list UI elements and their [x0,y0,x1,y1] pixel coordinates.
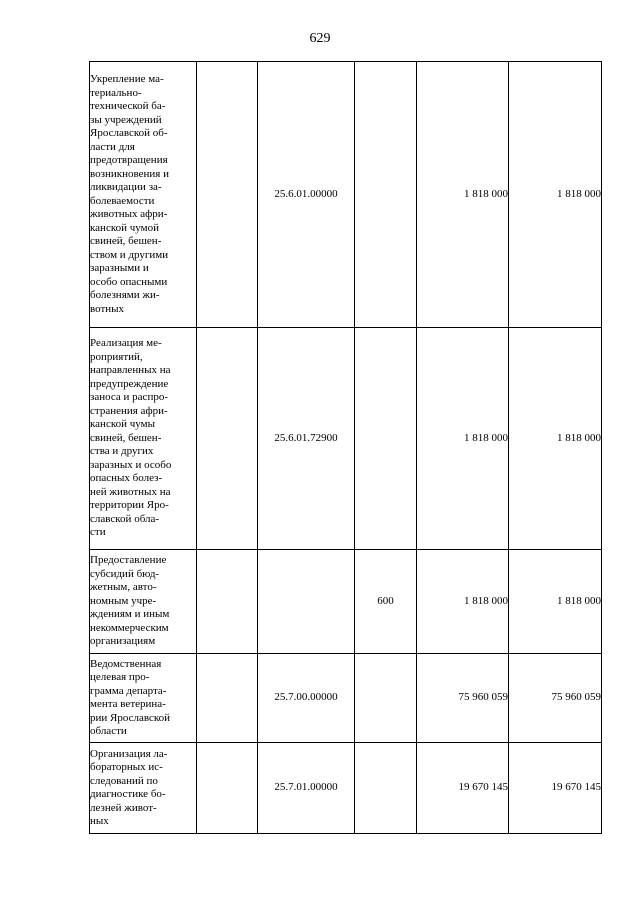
row-name-cell [90,743,197,834]
row-expense-type [355,328,417,550]
table-row [90,654,602,743]
row-name-cell [90,328,197,550]
row-amount-2: 75 960 059 [509,654,602,743]
budget-table [89,61,602,834]
row-amount-2: 19 670 145 [509,743,602,834]
row-name: Предоставление субсидий бюд- жетным, авто- номным учре- ждениям и иным некоммерческим организациям [90,554,170,648]
row-name: Укрепление ма- териально- технической ба- зы учреждений Ярославской об- ласти для предотвращения возникновения и ликвидации за- болеваемости животных афри- канской чумой свиней, бешен- ством и другими заразными и особо опасными болезнями жи- вотных [90,73,169,315]
row-expense-type [355,654,417,743]
row-code: 25.6.01.72900 [258,328,355,550]
row-extra-cell [197,62,258,328]
row-amount-2: 1 818 000 [509,62,602,328]
row-name-cell [90,62,197,328]
row-name: Ведомственная целевая про- грамма департа- мента ветерина- рии Ярославской области [90,657,171,737]
row-amount-2: 1 818 000 [509,550,602,654]
row-extra-cell [197,550,258,654]
row-amount-1: 1 818 000 [417,328,509,550]
row-extra-cell [197,328,258,550]
row-code: 25.7.00.00000 [258,654,355,743]
row-extra-cell [197,654,258,743]
row-expense-type [355,743,417,834]
row-amount-1: 75 960 059 [417,654,509,743]
row-extra-cell [197,743,258,834]
row-expense-type: 600 [355,550,417,654]
page-number: 629 [309,31,331,46]
table-row [90,550,602,654]
row-amount-2: 1 818 000 [509,328,602,550]
row-amount-1: 1 818 000 [417,62,509,328]
row-name: Организация ла- бораторных ис- следований по диагностике бо- лезней живот- ных [90,747,168,827]
row-code [258,550,355,654]
row-code: 25.7.01.00000 [258,743,355,834]
row-name-cell [90,550,197,654]
row-expense-type [355,62,417,328]
row-name: Реализация ме- роприятий, направленных на предупреждение заноса и распро- странения афри- канской чумы свиней, бешен- ства и других заразных и особо опасных болез- ней животных на территории Яро- славской обла- сти [90,337,172,539]
table-row [90,328,602,550]
row-amount-1: 19 670 145 [417,743,509,834]
row-name-cell [90,654,197,743]
row-code: 25.6.01.00000 [258,62,355,328]
row-amount-1: 1 818 000 [417,550,509,654]
table-row [90,62,602,328]
table-row [90,743,602,834]
